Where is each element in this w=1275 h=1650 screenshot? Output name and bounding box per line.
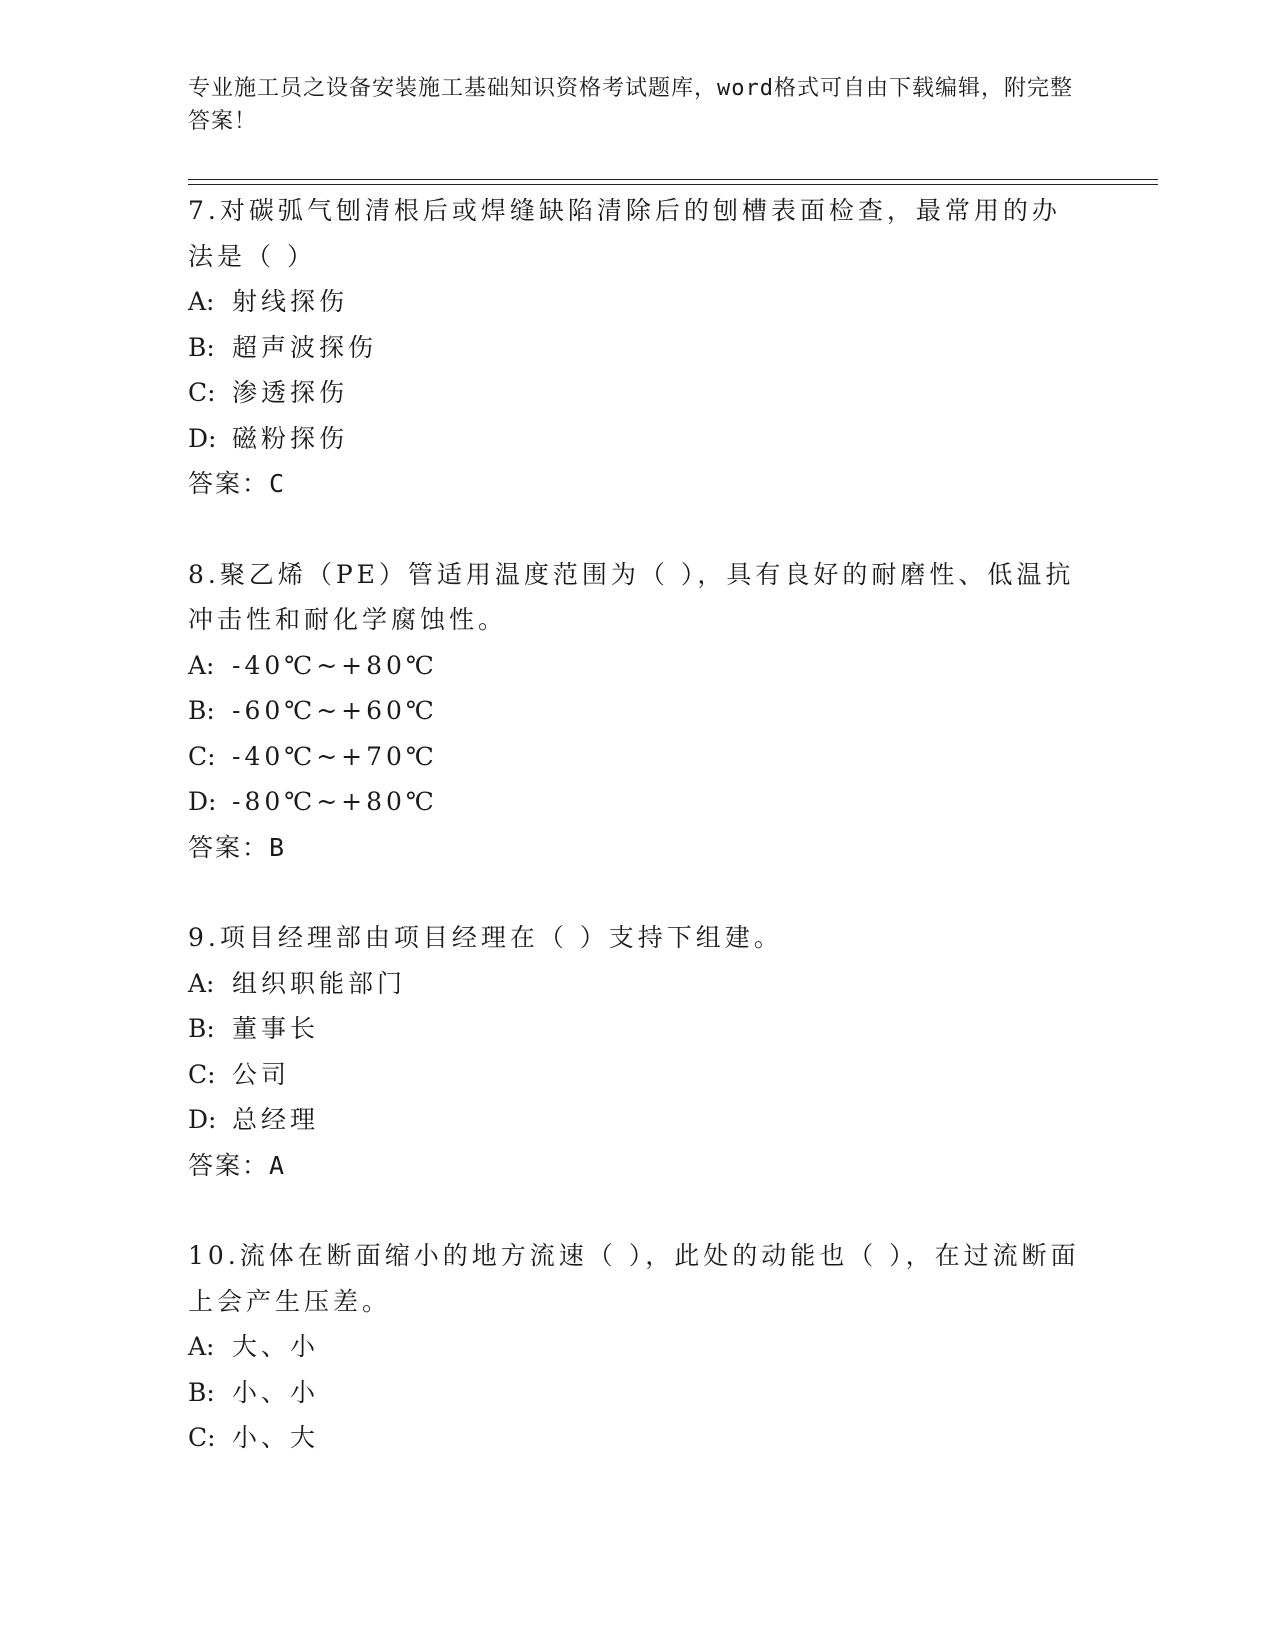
option-c (188, 1415, 1088, 1461)
option-text: -60℃~+60℃ (232, 696, 438, 725)
option-d (188, 1097, 1088, 1143)
option-a (188, 643, 1088, 689)
option-a (188, 961, 1088, 1007)
option-b (188, 1006, 1088, 1052)
header-divider-bottom (188, 184, 1158, 185)
answer-line: 答案：A (188, 1150, 287, 1180)
option-letter: C: (188, 741, 216, 771)
question-stem: 7.对碳弧气刨清根后或焊缝缺陷清除后的刨槽表面检查，最常用的办法是（ ） (188, 196, 1061, 271)
option-c (188, 370, 1088, 416)
option-text: 组织职能部门 (232, 968, 407, 998)
option-letter: B: (188, 696, 215, 725)
option-b (188, 325, 1088, 371)
option-letter: D: (188, 423, 217, 453)
question-gap (188, 870, 1088, 915)
answer-line: 答案：C (188, 469, 287, 498)
document-header: 专业施工员之设备安装施工基础知识资格考试题库，word格式可自由下载编辑，附完整答案！ (188, 76, 1073, 134)
question-stem: 8.聚乙烯（PE）管适用温度范围为（ ），具有良好的耐磨性、低温抗冲击性和耐化学腐蚀性。 (188, 559, 1075, 634)
option-text: 大、小 (232, 1332, 320, 1361)
option-text: -40℃~+70℃ (232, 741, 438, 771)
option-text: 渗透探伤 (232, 378, 349, 407)
question-9 (188, 915, 1088, 1188)
option-a (188, 279, 1088, 325)
option-text: 磁粉探伤 (232, 423, 349, 453)
option-letter: C: (188, 1423, 216, 1452)
question-gap (188, 507, 1088, 552)
option-text: 小、大 (232, 1423, 320, 1452)
option-letter: B: (188, 1014, 215, 1043)
question-7 (188, 188, 1088, 507)
option-d (188, 416, 1088, 462)
option-letter: A: (188, 287, 215, 316)
option-letter: C: (188, 378, 216, 407)
question-stem: 10.流体在断面缩小的地方流速（ ），此处的动能也（ ），在过流断面上会产生压差。 (188, 1241, 1080, 1316)
option-c (188, 734, 1088, 780)
option-c (188, 1052, 1088, 1098)
option-text: 超声波探伤 (232, 332, 378, 362)
option-b (188, 688, 1088, 734)
answer-line: 答案：B (188, 832, 287, 862)
option-text: 董事长 (232, 1014, 320, 1043)
option-text: -40℃~+80℃ (232, 650, 438, 680)
question-list (188, 188, 1088, 1461)
option-d (188, 779, 1088, 825)
option-a (188, 1324, 1088, 1370)
option-text: -80℃~+80℃ (232, 787, 438, 816)
question-8 (188, 552, 1088, 871)
option-text: 总经理 (232, 1105, 320, 1134)
option-letter: B: (188, 1377, 215, 1407)
question-gap (188, 1188, 1088, 1233)
option-text: 小、小 (232, 1377, 320, 1407)
option-text: 公司 (232, 1059, 291, 1089)
option-letter: A: (188, 968, 215, 998)
option-letter: A: (188, 650, 215, 680)
option-letter: C: (188, 1059, 216, 1089)
option-text: 射线探伤 (232, 287, 349, 316)
option-letter: A: (188, 1332, 215, 1361)
option-letter: B: (188, 332, 215, 362)
option-b (188, 1370, 1088, 1416)
question-stem: 9.项目经理部由项目经理在（ ）支持下组建。 (188, 923, 783, 952)
question-10 (188, 1233, 1088, 1461)
option-letter: D: (188, 787, 217, 816)
header-divider-top (188, 179, 1158, 180)
option-letter: D: (188, 1105, 217, 1134)
